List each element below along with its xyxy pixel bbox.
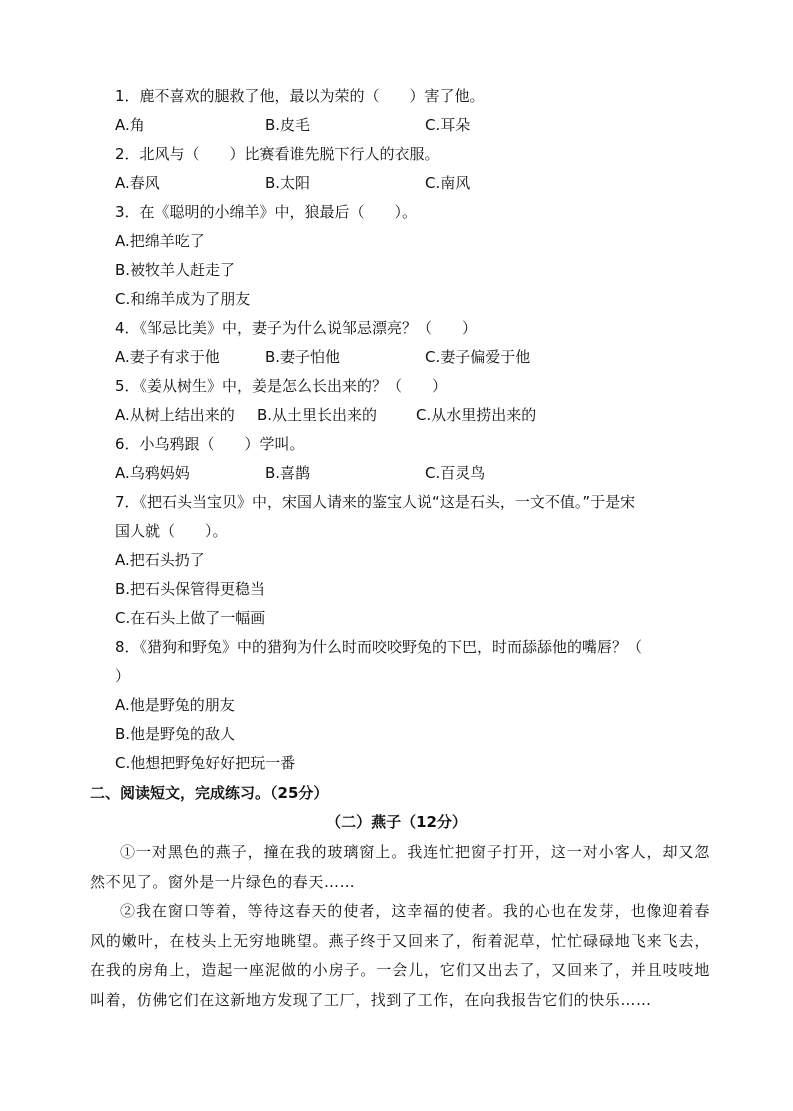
question-4-stem: 4．《邹忌比美》中，妻子为什么说邹忌漂亮？（ ） bbox=[115, 319, 478, 337]
passage-paragraph-1: ①一对黑色的燕子，撞在我的玻璃窗上。我连忙把窗子打开，这一对小客人，却又忽然不见了。窗外是一片绿色的春天…… bbox=[90, 843, 710, 891]
question-6-option-b: B.喜鹊 bbox=[265, 464, 311, 482]
question-8-stem-line2: ） bbox=[115, 667, 131, 685]
passage-paragraph-2: ②我在窗口等着，等待这春天的使者，这幸福的使者。我的心也在发芽，也像迎着春风的嫩叶，在枝头上无穷地眺望。燕子终于又回来了，衔着泥草，忙忙碌碌地飞来飞去，在我的房角上，造起一座泥做的小房子。一会儿，它们又出去了，又回来了，并且吱吱地叫着，仿佛它们在这新地方发现了工厂，找到了工作，在向我报告它们的快乐…… bbox=[90, 902, 710, 1009]
question-8-stem-line1: 8．《猎狗和野兔》中的猎狗为什么时而咬咬野兔的下巴，时而舔舔他的嘴唇？（ bbox=[115, 638, 643, 656]
question-8-option-a: A.他是野兔的朋友 bbox=[115, 696, 235, 714]
question-2-option-b: B.太阳 bbox=[265, 174, 311, 192]
question-1-option-a: A.角 bbox=[115, 116, 145, 134]
question-4-option-c: C.妻子偏爱于他 bbox=[425, 348, 531, 366]
question-2-stem: 2．北风与（ ）比赛看谁先脱下行人的衣服。 bbox=[115, 145, 440, 163]
question-8-option-b: B.他是野兔的敌人 bbox=[115, 725, 236, 743]
question-4-option-a: A.妻子有求于他 bbox=[115, 348, 220, 366]
question-1-option-b: B.皮毛 bbox=[265, 116, 311, 134]
question-7-stem-line1: 7．《把石头当宝贝》中，宋国人请来的鉴宝人说“这是石头，一文不值。”于是宋 bbox=[115, 493, 636, 511]
question-7-stem-line2: 国人就（ ）。 bbox=[115, 522, 228, 540]
question-7-option-a: A.把石头扔了 bbox=[115, 551, 205, 569]
question-5-option-b: B.从土里长出来的 bbox=[257, 406, 378, 424]
question-3-option-a: A.把绵羊吃了 bbox=[115, 232, 205, 250]
question-6-option-c: C.百灵鸟 bbox=[425, 464, 486, 482]
question-2-option-a: A.春风 bbox=[115, 174, 160, 192]
question-8-option-c: C.他想把野兔好好把玩一番 bbox=[115, 754, 296, 772]
question-1-stem: 1．鹿不喜欢的腿救了他，最以为荣的（ ）害了他。 bbox=[115, 87, 485, 105]
question-3-option-c: C.和绵羊成为了朋友 bbox=[115, 290, 251, 308]
question-6-stem: 6．小乌鸦跟（ ）学叫。 bbox=[115, 435, 305, 453]
question-2-option-c: C.南风 bbox=[425, 174, 471, 192]
question-5-stem: 5．《姜从树生》中，姜是怎么长出来的？（ ） bbox=[115, 377, 448, 395]
section-2-heading: 二、阅读短文，完成练习。（25分） bbox=[90, 784, 329, 802]
question-3-option-b: B.被牧羊人赶走了 bbox=[115, 261, 236, 279]
question-5-option-c: C.从水里捞出来的 bbox=[416, 406, 537, 424]
question-1-option-c: C.耳朵 bbox=[425, 116, 471, 134]
question-7-option-c: C.在石头上做了一幅画 bbox=[115, 609, 266, 627]
question-7-option-b: B.把石头保管得更稳当 bbox=[115, 580, 266, 598]
question-4-option-b: B.妻子怕他 bbox=[265, 348, 341, 366]
question-5-option-a: A.从树上结出来的 bbox=[115, 406, 235, 424]
passage-title: （二）燕子（12分） bbox=[326, 813, 467, 831]
question-6-option-a: A.乌鸦妈妈 bbox=[115, 464, 190, 482]
question-3-stem: 3．在《聪明的小绵羊》中，狼最后（ ）。 bbox=[115, 203, 418, 221]
